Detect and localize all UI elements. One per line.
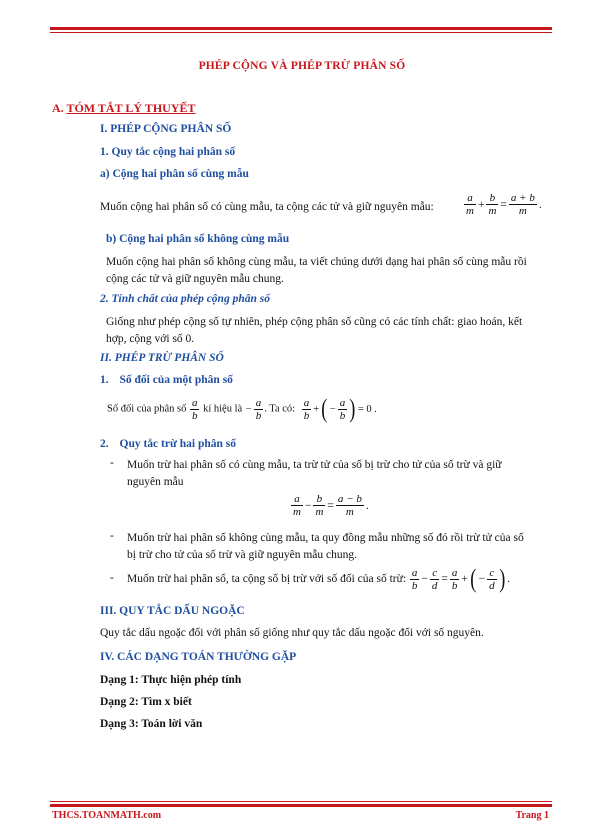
part2-opp-heading-num: 1. [100, 374, 109, 386]
part1-b-heading: b) Cộng hai phân số không cùng mẫu [106, 233, 290, 245]
page-title: PHÉP CỘNG VÀ PHÉP TRỪ PHÂN SỐ [198, 60, 406, 72]
section-a-heading [52, 101, 196, 116]
part1-b-text-line1: Muốn cộng hai phân số không cùng mẫu, ta viết chúng dưới dạng hai phân số cùng mẫu rồi [106, 256, 527, 268]
equals-sign: = [500, 198, 507, 211]
numerator: a + b [510, 192, 535, 204]
numerator: a [464, 192, 476, 205]
numerator: a [191, 396, 198, 409]
bullet-dash: - [110, 572, 114, 584]
sub1-text-line1: Muốn trừ hai phân số có cùng mẫu, ta trừ tử của số bị trừ cho tử của số trừ và giữ [127, 459, 502, 471]
right-paren: ) [349, 394, 356, 423]
fraction-a-b [254, 397, 264, 422]
numerator: b [486, 192, 498, 205]
opposite-line [107, 396, 378, 422]
opp-text-1: Số đối của phân số [107, 403, 187, 415]
part1-a-line [100, 192, 550, 224]
equals-sign: = [327, 499, 334, 512]
plus-sign: + [461, 573, 468, 585]
denominator: m [293, 506, 301, 518]
denominator: b [451, 579, 458, 592]
sub3-text: Muốn trừ hai phân số, ta cộng số bị trừ với số đối của số trừ: [127, 573, 407, 585]
fraction-a-b [410, 567, 420, 592]
sub2-text-line1: Muốn trừ hai phân số không cùng mẫu, ta quy đồng mẫu những số đó rồi trừ tử của số [127, 532, 524, 544]
sub2-text [127, 530, 552, 564]
minus-sign: − [421, 573, 428, 585]
fraction-c-d [430, 567, 440, 592]
part2-sub-heading-num: 2. [100, 438, 109, 450]
footer-rule-thin [50, 801, 552, 802]
footer-page-number: Trang 1 [515, 810, 549, 821]
denominator: b [191, 409, 198, 422]
numerator: c [487, 567, 497, 580]
part1-b-text [106, 254, 556, 288]
part2-heading: II. PHÉP TRỪ PHÂN SỐ [100, 352, 224, 364]
fraction-a-b [302, 397, 312, 422]
denominator: m [466, 205, 474, 217]
form-1: Dạng 1: Thực hiện phép tính [100, 674, 242, 686]
header-rule-thick [50, 27, 552, 30]
denominator: m [315, 506, 324, 518]
part1-heading: I. PHÉP CỘNG PHÂN SỐ [100, 123, 232, 135]
right-paren: ) [498, 564, 505, 593]
bullet-dash: - [110, 457, 114, 469]
left-paren: ( [321, 394, 328, 423]
part4-heading: IV. CÁC DẠNG TOÁN THƯỜNG GẶP [100, 651, 297, 663]
form-3: Dạng 3: Toán lời văn [100, 718, 203, 730]
footer-rule-thick [50, 804, 552, 807]
bullet-dash: - [110, 530, 114, 542]
denominator: m [488, 205, 497, 217]
addition-formula [463, 192, 543, 217]
part3-text: Quy tắc dấu ngoặc đối với phân số giống như quy tắc dấu ngoặc đối với số nguyên. [100, 627, 484, 639]
part1-prop-text-line1: Giống như phép cộng số tự nhiên, phép cộng phân số cũng có các tính chất: giao hoán, kết [106, 316, 523, 328]
form-2: Dạng 2: Tìm x biết [100, 696, 192, 708]
part1-prop-text-line2: hợp, cộng với số 0. [106, 333, 195, 345]
numerator: a [339, 396, 346, 409]
sub3-line [127, 566, 511, 592]
plus-sign: + [477, 198, 485, 211]
numerator: c [430, 567, 440, 580]
denominator: b [255, 409, 262, 422]
fraction-c-d [487, 567, 497, 592]
numerator: a [303, 396, 310, 409]
plus-sign: + [313, 403, 320, 415]
fraction-a-m [464, 192, 476, 217]
subtraction-formula [290, 493, 370, 518]
fraction-difference [336, 493, 364, 518]
part1-prop-text [106, 314, 556, 348]
period: . [365, 499, 369, 512]
part2-sub-heading [100, 438, 236, 450]
part1-rule-heading: 1. Quy tắc cộng hai phân số [100, 146, 236, 158]
numerator: a [255, 396, 262, 409]
sub1-text [127, 457, 552, 491]
numerator: a [411, 566, 418, 579]
denominator: b [303, 409, 310, 422]
denominator: d [489, 579, 495, 592]
part2-opp-heading [100, 374, 233, 386]
part2-opp-heading-text: Số đối của một phân số [119, 374, 233, 386]
denominator: b [339, 409, 346, 422]
equals-sign: = [441, 573, 448, 585]
denominator: m [518, 205, 527, 217]
part2-sub-heading-text: Quy tắc trừ hai phân số [119, 438, 236, 450]
left-paren: ( [470, 564, 477, 593]
opp-text-2: kí hiệu là [203, 403, 243, 415]
footer-site[interactable]: THCS.TOANMATH.com [52, 810, 162, 821]
period: . [538, 198, 542, 211]
sub2-text-line2: bị trừ cho tử của số trừ và giữ nguyên mẫu chung. [127, 549, 357, 561]
header-rule-thin [50, 32, 552, 33]
section-a-prefix: A. [52, 101, 67, 115]
fraction-b-m [313, 493, 325, 518]
numerator: a − b [337, 493, 362, 505]
minus-sign: − [245, 403, 252, 415]
fraction-a-b [190, 397, 200, 422]
minus-sign: − [478, 573, 486, 585]
fraction-b-m [486, 192, 498, 217]
numerator: a [291, 493, 303, 506]
opp-text-3: . Ta có: [264, 403, 296, 415]
equals-zero: = 0 . [357, 403, 377, 415]
denominator: m [345, 506, 354, 518]
minus-sign: − [329, 403, 336, 415]
section-a-label: TÓM TẮT LÝ THUYẾT [66, 101, 196, 115]
numerator: b [313, 493, 325, 506]
part1-a-text: Muốn cộng hai phân số có cùng mẫu, ta cộng các tử và giữ nguyên mẫu: [100, 201, 434, 213]
fraction-a-b [450, 567, 460, 592]
part3-heading: III. QUY TẮC DẤU NGOẶC [100, 605, 245, 617]
part1-prop-heading: 2. Tính chất của phép cộng phân số [100, 293, 270, 305]
part1-a-heading: a) Cộng hai phân số cùng mẫu [100, 168, 249, 180]
denominator: b [411, 579, 418, 592]
part1-b-text-line2: cộng các tử và giữ nguyên mẫu chung. [106, 273, 284, 285]
fraction-sum [509, 192, 537, 217]
sub1-text-line2: nguyên mẫu [127, 476, 184, 488]
fraction-a-m [291, 493, 303, 518]
numerator: a [451, 566, 458, 579]
fraction-a-b [338, 397, 348, 422]
period: . [507, 573, 511, 585]
denominator: d [431, 579, 438, 592]
minus-sign: − [304, 499, 312, 512]
